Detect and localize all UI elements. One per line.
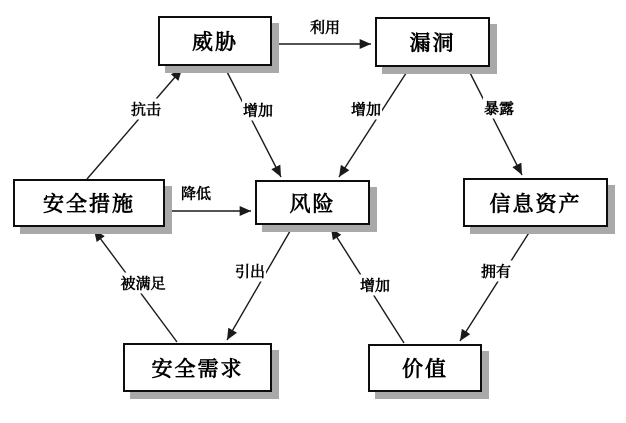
node-information-assets <box>463 178 608 227</box>
node-risk <box>255 180 370 225</box>
node-threat <box>158 16 272 66</box>
node-value <box>368 344 482 392</box>
node-value-label: 价值 <box>402 358 448 381</box>
edge-label-value-increases-risk: 增加 <box>359 275 391 296</box>
edge-label-threat-increases-risk: 增加 <box>242 100 274 121</box>
edge-label-measures-resist-threat: 抗击 <box>130 99 162 120</box>
arrow-assets-to-value <box>460 228 532 341</box>
node-information-assets-label: 信息资产 <box>489 192 582 216</box>
edge-label-threat-exploits-vulnerability: 利用 <box>309 17 341 38</box>
node-security-measures-label: 安全措施 <box>43 193 135 216</box>
node-security-measures <box>13 179 165 227</box>
node-threat-label: 威胁 <box>192 31 238 54</box>
edge-label-risk-leads-to-requirements: 引出 <box>234 261 266 282</box>
edge-label-vulnerability-exposes-assets: 暴露 <box>483 98 515 119</box>
node-risk-label: 风险 <box>289 192 336 216</box>
edge-label-measures-reduce-risk: 降低 <box>180 183 212 204</box>
edge-label-assets-own-value: 拥有 <box>480 261 512 282</box>
edge-label-requirements-satisfied-by-measures: 被满足 <box>119 273 166 294</box>
arrow-risk-to-requirements <box>227 226 293 340</box>
node-vulnerability-label: 漏洞 <box>409 32 456 55</box>
node-security-requirements <box>123 343 272 392</box>
arrow-vulnerability-to-risk <box>339 67 410 177</box>
arrow-measures-to-threat <box>87 69 182 179</box>
node-vulnerability <box>375 17 490 67</box>
arrow-vulnerability-to-assets <box>467 67 522 175</box>
node-security-requirements-label: 安全需求 <box>151 357 244 381</box>
edge-label-vulnerability-increases-risk: 增加 <box>350 99 382 120</box>
arrow-threat-to-risk <box>224 66 281 177</box>
